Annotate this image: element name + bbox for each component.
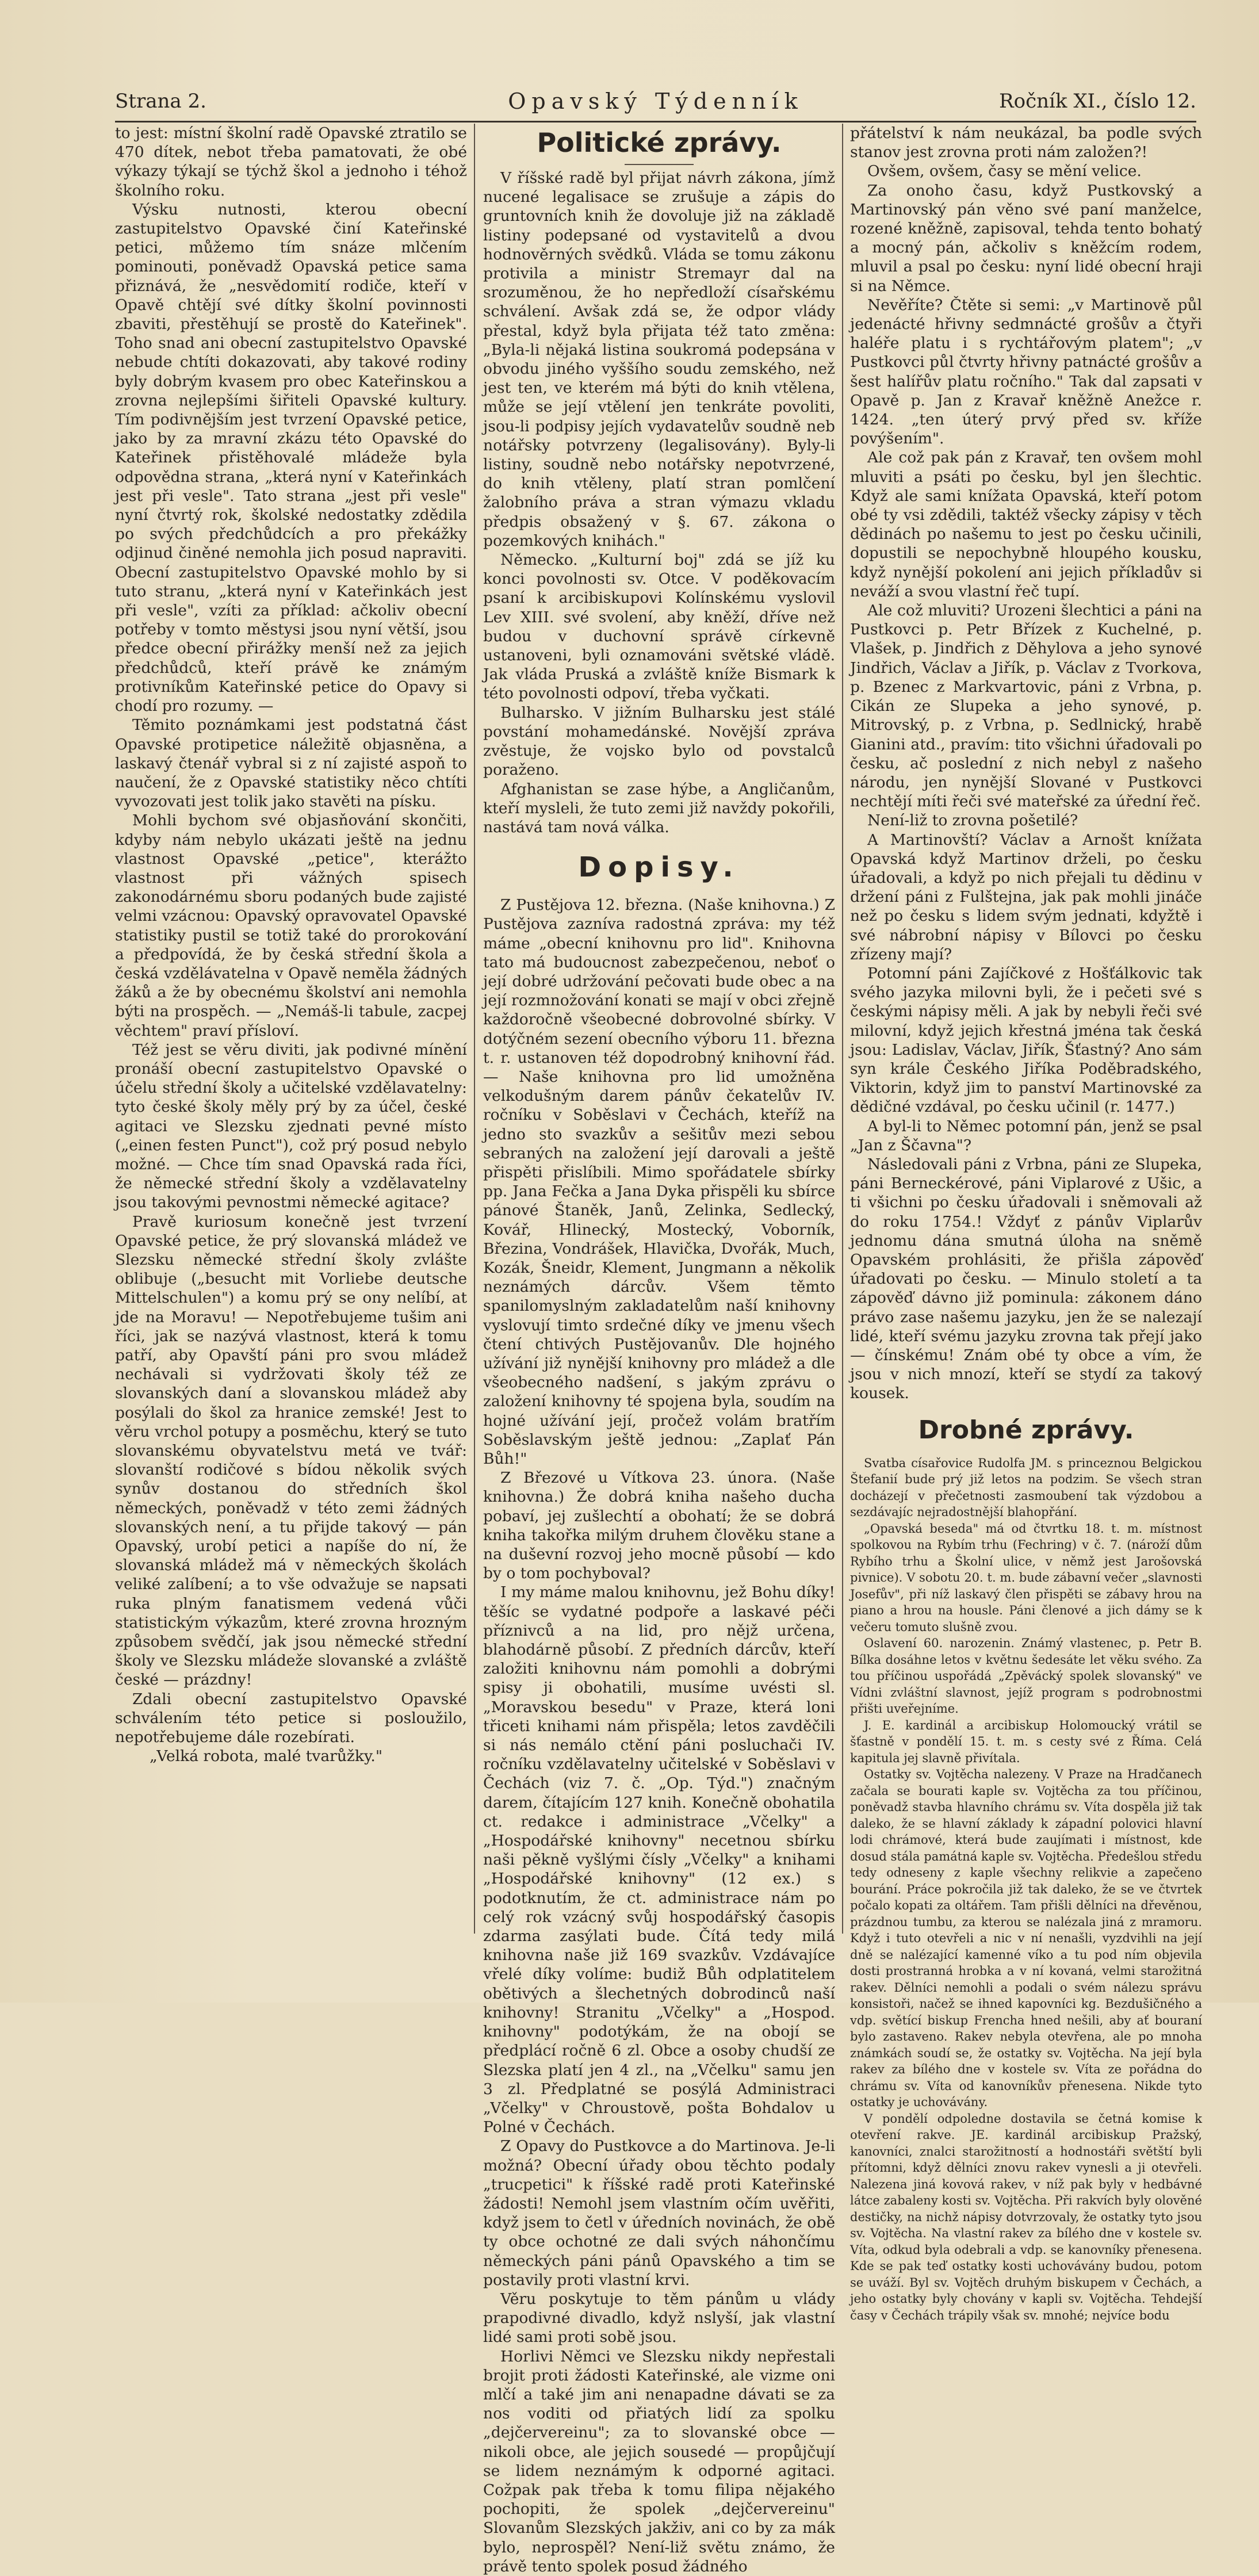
section-heading-politics: Politické zprávy.	[537, 127, 782, 158]
paragraph: Zdali obecní zastupitelstvo Opavské schválením této petice si posloužilo, nepotřebujeme dále rozebírati.	[115, 1690, 467, 1747]
paragraph: Nevěříte? Čtěte si semi: „v Martinově půl jedenácté hřivny sedmnácté grošův a čtyři haléře platu i s rychtářovým platem"; „v Pustkovci půl čtvrty hřivny patnácté grošův a šest halířův platu ročního." Tak dal zapsati v Opavě p. Jan z Kravař kněžně Anežce r. 1424. „ten úterý prvý před sv. kříže povýšením".	[850, 296, 1202, 448]
column-2	[483, 124, 835, 2575]
paragraph: Těmito poznámkami jest podstatná část Opavské protipetice náležitě objasněna, a laskavý čtenář vybral si z ní zajisté aspoň to naučení, že z Opavské statistiky něco chtíti vyvozovati jest tolik jako stavěti na písku.	[115, 716, 467, 811]
paragraph: Ovšem, ovšem, časy se mění velice.	[867, 162, 1142, 181]
paragraph: přátelství k nám neukázal, ba podle svých stanov jest zrovna proti nám založen?!	[850, 124, 1202, 162]
paragraph: Z Březové u Vítkova 23. února. (Naše knihovna.) Že dobrá kniha našeho ducha pobaví, jej zušlechtí a obohatí; že se dobrá kniha takořka milým druhem člověku stane a na duševní rozvoj jeho mocně působí — kdo by o tom pochyboval?	[483, 1469, 835, 1583]
news-item: Ostatky sv. Vojtěcha nalezeny. V Praze na Hradčanech začala se bourati kaple sv. Vojtěcha za tou příčinou, poněvadž stavba hlavního chrámu sv. Víta dospěla již tak daleko, že se hlavní základy k západní polovici hlavní lodi chrámové, která bude zaujímati i místnost, kde dosud stála památná kaple sv. Vojtěcha. Předešlou středu tedy odneseny z kaple všechny relikvie a zapečeno bourání. Práce pokročila již tak daleko, že se ve čtvrtek počalo kopati za oltářem. Tam přišli dělníci na dřevěnou, prázdnou tumbu, za kterou se nalézala jiná z mramoru. Když i tuto otevřeli a nic v ní nenašli, vyzdvihli na její dně se nalézající kamenné víko a tu pod ním objevila dosti prostranná hrobka a v ní kovaná, velmi starožitná rakev. Dělníci nemohli a podali o svém nálezu správu konsistoři, načež se ihned kapovníci kg. Bezdušičného a vdp. světící biskup Frencha hned nešili, aby ať bouraní bylo zastaveno. Rakev nebyla otevřena, ale po mnoha známkách soudí se, že ostatky sv. Vojtěcha. Na její byla rakev za bílého dne v kostele sv. Víta ze pořádna do chrámu sv. Víta od kanovníkův přenesena. Nikde tyto ostatky je uchovávány.	[850, 1767, 1202, 2110]
paragraph: A Martinovští? Václav a Arnošt knížata Opavská když Martinov drželi, po česku úřadovali, a když po nich přejali tu dědinu v držení páni z Fulštejna, jak pak mohli jináče než po česku s lidem svým jednati, kdyžtě i své nábrobní nápisy v Bílovci po česku zřízeny mají?	[850, 830, 1202, 963]
paragraph: Věru poskytuje to těm pánům u vlády prapodivné divadlo, když nslyší, jak vlastní lidé sami proti sobě jsou.	[483, 2290, 835, 2347]
divider	[625, 164, 694, 165]
column-divider	[842, 124, 843, 1934]
column-divider	[474, 124, 475, 1934]
paragraph: I my máme malou knihovnu, jež Bohu díky! těšíc se vydatné podpoře a laskavé péči příznivců a na lid, pro nějž určena, blahodárně působí. Z předních dárcův, kteří založiti knihovnu nám pomohli a dobrými spisy ji obohatili, musíme uvésti sl. „Moravskou besedu" v Praze, která loni třiceti knihami nám přispěla; letos zavděčili si nás nemálo ctění páni posluchači IV. ročníku vzdělavatelny učitelské v Soběslavi v Čechách (viz 7. č. „Op. Týd.") značným darem, čítajícím 127 knih. Konečně obohatila ct. redakce i administrace „Včelky" a „Hospodářské knihovny" necetnou sbírku naši pěkně vyšlými čísly „Včelky" a knihami „Hospodářské knihovny" (12 ex.) s podotknutím, že ct. administrace nám po celý rok vzácný svůj hospodářský časopis zdarma zasýlati bude. Čítá tedy milá knihovna naše již 169 svazkův. Vzdávajíce vřelé díky volíme: budiž Bůh odplatitelem obětivých a šlechetných dobrodinců naší knihovny! Stranitu „Včelky" a „Hospod. knihovny" podotýkám, že na obojí se předplácí ročně 6 zl. Obce a osoby chudší ze Slezska platí jen 4 zl., na „Včelku" samu jen 3 zl. Předplatné se posýlá Administraci „Včelky" v Chroustově, pošta Bohdalov u Polné v Čechách.	[483, 1583, 835, 2137]
paragraph: Z Opavy do Pustkovce a do Martinova. Je-li možná? Obecní úřady obou těchto podaly „trucpetici" k říšské radě proti Kateřinské žádosti! Nemohl jsem vlastním očím uvěřiti, když jsem to četl v úředních novinách, že obě ty obce ochotné ze dali svých náhončímu německých páni pánů Opavského a tim se postavily proti vlastní krvi.	[483, 2137, 835, 2289]
paragraph: Německo. „Kulturní boj" zdá se jíž ku konci povolnosti sv. Otce. V poděkovacím psaní k arcibiskupovi Kolínskému vyslovil Lev XIII. své svolení, aby kněží, dříve než budou v duchovní správě církevně ustanoveni, byli oznamováni světské vládě. Jak vláda Pruská a zvláště kníže Bismark k této povolnosti odpoví, třeba vyčkati.	[483, 551, 835, 703]
paragraph: Za onoho času, když Pustkovský a Martinovský pán věno své paní manželce, rozené kněžně, zapisoval, tehda tento bohatý a mocný pán, ačkoliv s kněžcím rodem, mluvil a psal po česku: nyní lidé obecní hraji si na Němce.	[850, 181, 1202, 295]
paragraph: Bulharsko. V jižním Bulharsku jest stálé povstání mohamedánské. Novější zprávа zvěstuje, že vojsko bylo od povstalců poraženo.	[483, 703, 835, 779]
paragraph: Potomní páni Zajíčkové z Hošťálkovic tak svého jazyka milovni byli, že i pečeti své s českými nápisy měli. A jak by nebyli řeči své milovní, když jejich křestná jména tak česká jsou: Ladislav, Václav, Jiřík, Šťastný? Ano sám syn krále Českého Jiříka Poděbradského, Viktorin, když jim to panství Martinovské za dědičné vzdával, po česku učinil (r. 1477.)	[850, 964, 1202, 1116]
paragraph: Výsku nutnosti, kterou obecní zastupitelstvo Opavské činí Kateřinské petici, můžemo tím snáze mlčením pominouti, poněvadž Opavská petice sama přiznává, že „nesvědomití rodiče, kteří v Opavě chtějí své dítky školní povinnosti zbaviti, přestěhují se prostě do Kateřinek". Toho snad ani obecní zastupitelstvo Opavské nebude chtíti dokazovati, aby takové rodiny byly dobrým kvasem pro obec Kateřinskou a zrovna nejlepšími šiřiteli Opavské kultury. Tím podivnějším jest tvrzení Opavské petice, jako by za mravní zkázu této Opavské do Kateřinek přistěhovalé mládeže byla odpovědna strana, „která nyní v Kateřinkách jest při vesle". Tato strana „jest při vesle" nyní čtvrtý rok, školské nedostatky zdědila po svých předchůdcích a pro překážky odjinud činěné nemohla jich posud napraviti. Obecní zastupitelstvo Opavské mohlo by si tuto stranu, „která nyní v Kateřinkách jest při vesle", vzíti za příklad: ačkoliv obecní potřeby v tomto městysi jsou nyní větší, jsou předce obecní přirážky menší než za jejich předchůdců, kteří právě ke známým protivníkům Kateřinské petice do Opavy si chodí pro rozumy. —	[115, 200, 467, 715]
paragraph: Mohli bychom své objasňování skončiti, kdyby nám nebylo ukázati ještě na jednu vlastnost Opavské „petice", kterážto vlastnost při vážných spisech zakonodárnému sboru podaných bude zajisté velmi vzácnou: Opavský opravovatel Opavské statistiky pustil se totiž také do prorokování a předpovídá, že by česká střední škola a česká vzdělávatelna v Opavě neměla žádných žáků a že by obecnému školství ani nemohla býti na prospěch. — „Nemáš-li tabule, zacpej věchtem" praví přísloví.	[115, 812, 467, 1040]
paragraph: Ale což pak pán z Kravař, ten ovšem mohl mluviti a psáti po česku, byl jen šlechtic. Když ale sami knížata Opavská, kteří potom obé ty vsi zdědili, taktéž všecky zápisy v těch dědinách po našemu to jest po česku učinili, dopustili se nepochybně hloupého kousku, když nynější pokolení ani jejich příkladův si neváží a svou vlastní řeč tupí.	[850, 449, 1202, 600]
paragraph: V říšské radě byl přijat návrh zákona, jímž nucené legalisace se zrušuje a zápis do gruntovních knih že dovoluje již na základě listiny podepsané od vystavitelů a dvou hodnověrných svědků. Vláda se tomu zákonu protivila a ministr Stremayr dal na srozuměnou, že ho nepředloží císařskému schválení. Avšak zdá se, že odpor vlády přestal, když byla přijata též tato změna: „Byla-li nějaká listina soukromá podepsána v obvodu jiného vyššího soudu zemského, než jest ten, ve kterém má býti do knih vtělena, může se její vtělení jen tenkráte povoliti, jsou-li podpisy jejích vydavatelův soudně neb notářsky potvrzeny (legalisovány). Byly-li listiny, soudně nebo notářsky nepotvrzené, do knih vtěleny, platí stran pomlčení žalobního práva a stran výmazu vkladu předpis obsažený v §. 67. zákona o pozemkových knihách."	[483, 169, 835, 550]
news-item: J. E. kardinál a arcibiskup Holomoucký vrátil se šťastně v pondělí 15. t. m. s cesty své z Říma. Celá kapitula jej slavně přivítala.	[850, 1718, 1202, 1765]
news-items	[850, 1455, 1202, 2324]
paragraph: Též jest se věru diviti, jak podivné mínění pronáší obecní zastupitelstvo Opavské o účelu střední školy a učitelské vzdělavatelny: tyto české školy měly prý by za účel, české agitaci ve Slezsku zjednati pevné místo („einen festen Punct"), což prý posud nebylo možné. — Chce tím snad Opavská rada říci, že německé střední školy a vzdělavatelny jsou takovými pevnostmi německé agitace?	[115, 1040, 467, 1212]
news-item: V pondělí odpoledne dostavila se četná komise k otevření rakve. JE. kardinál arcibiskup Pražský, kanovníci, znalci starožitností a hodnostáři světští byli přítomni, když dělníci znovu rakev vynesli a ji otevřeli. Nalezena jiná kovová rakev, v níž pak byly v hedbávné látce zabaleny kosti sv. Vojtěcha. Při rakvích byly olověné destičky, na nichž nápisy dotvrzovaly, že ostatky tyto jsou sv. Vojtěcha. Na vlastní rakev za bílého dne v kostele sv. Víta, odkud byla odebrali a vdp. se kanovníky přenesena. Kde se pak teď ostatky kosti uchovávány budou, potom se uváží. Byl sv. Vojtěch druhým biskupem v Čechách, a jeho ostatky byly chovány v kapli sv. Vojtěcha. Tehdejší časy v Čechách trápily však sv. mnohé; nejvíce bodu	[850, 2111, 1202, 2322]
paragraph: „Velká robota, malé tvarůžky."	[150, 1747, 383, 1766]
paragraph: Horlivi Němci ve Slezsku nikdy nepřestali brojit proti žádosti Kateřinské, ale vizme oni mlčí a také jim ani nenapadne dávati se za nos voditi od přiatých lidí za spolku „dejčervereinu"; za to slovanské obce — nikoli obce, ale jejich sousedé — propůjčují se lidem neznámým k odporné agitaci. Cožpak pak třeba k tomu filipa nějakého pochopiti, že spolek „dejčervereinu" Slovanům Slezských jakživ, ani co by za mák bylo, neprospěl? Není-liž světu známo, že právě tento spolek posud žádného	[483, 2347, 835, 2575]
column-3	[850, 124, 1202, 2322]
issue-number: Ročník XI., číslo 12.	[999, 90, 1196, 113]
page-header	[115, 86, 1196, 123]
paragraph: Není-liž to zrovna pošetilé?	[867, 812, 1078, 830]
paragraph: Afghanistan se zase hýbe, a Angličanům, kteří mysleli, že tuto zemi již navždy pokořili, nastává tam nová válka.	[483, 780, 835, 836]
paragraph: Ale což mluviti? Urozeni šlechtici a páni na Pustkovci p. Petr Břízek z Kuchelné, p. Vlašek, p. Jindřich z Děhylova a jeho synové Jindřich, Václav a Jiřík, p. Václav z Tvorkova, p. Bzenec z Markvartovic, páni z Vrbna, p. Cikán ze Slupeka a jeho synové, p. Mitrovský, p. z Vrbna, p. Sedlnický, hrabě Gianini atd., pravím: tito všichni úřadovali po česku, ač poslední z nich nebyl z našeho národu, jen nynější Slované v Pustkovci nechtějí míti řeči své mateřské za úřední řeč.	[850, 602, 1202, 811]
news-item: Svatba císařovice Rudolfa JM. s princeznou Belgickou Štefanií bude prý již letos na podzim. Se všech stran docházejí v přečetnosti zasmoubení tak výzdobou a sezdávajíc nejradostnější blahopřání.	[850, 1456, 1202, 1519]
paragraph: A byl-li to Němec potomní pán, jenž se psal „Jan z Ščavna"?	[850, 1117, 1202, 1154]
news-item: Oslavení 60. narozenin. Známý vlastenec, p. Petr B. Bílka dosáhne letos v květnu šedesáte let věku svého. Za tou příčinou uspořádá „Zpěvácký spolek slovanský" ve Vídni zvláštní slavnost, jejíž program s podrobnostmi přišti uveřejníme.	[850, 1636, 1202, 1716]
page-number: Strana 2.	[115, 90, 206, 113]
column-1	[115, 124, 467, 1939]
paragraph: Následovali páni z Vrbna, páni ze Slupeka, páni Berneckérové, páni Viplarové z Ušic, a ti všichni po česku úřadovali i sněmovali až do roku 1754.! Vždyť z pánův Viplarův jednomu dána smutná úloha na sněmě Opavském prohlásiti, že přišla zápověď úřadovati po česku. — Minulo století a ta zápověď dávno již pominula: zákonem dáno právo zase našemu jazyku, jen že se nalezají lidé, kteří svému jazyku zrovna tak přejí jako — čínskému! Znám obé ty obce a vím, že jsou v nich mnozí, kteří se stydí za takový kousek.	[850, 1155, 1202, 1403]
newspaper-title: Opavský Týdenník	[508, 89, 803, 114]
section-heading-letters: Dopisy.	[578, 851, 740, 884]
section-heading-news: Drobné zprávy.	[918, 1415, 1134, 1445]
paragraph: Z Pustějova 12. března. (Naše knihovna.) Z Pustějova zazníva radostná zpráva: my též máme „obecní knihovnu pro lid". Knihovna tato má budoucnost zabezpečenou, neboť o její dobré udržování pečovati bude obec a na její rozmnožování konati se mají v obci zřejně každoročně všeobecné dobrovolné sbírky. V dotýčném sezení obecního výboru 11. března t. r. ustanoven též dopodrobný knihovní řád. — Naše knihovna pro lid umožněna velkodušným darem pánův čekatelův IV. ročníku v Soběslavi v Čechách, kteříž na jedno sto svazkův a sešitův mezi sebou sebraných na založení její darovali a ještě přispěti přislíbili. Mimo spořádatele sbírky pp. Jana Fečka a Jana Dyka přispěli ku sbírce pánové Štaněk, Janů, Zelinka, Sedlecký, Kovář, Hlinecký, Mostecký, Voborník, Březina, Vondrášek, Hlavička, Dvořák, Much, Kozák, Šneidr, Klement, Jungmann a několik neznámých dárcův. Všem těmto spanilomyslným zakladatelům naší knihovny vyslovují timto srdečné díky ve jmenu všech čtení chtivých Pustějovanův. Dle hojného užívání již nynější knihovny pro mládež a dle všeobecného nadšení, s jakým zprávu o založení knihovny té spojena byla, soudím na hojné užívání její, pročež volám bratřím Soběslavským ještě jednou: „Zaplať Pán Bůh!"	[483, 896, 835, 1468]
paragraph: Pravě kuriosum konečně jest tvrzení Opavské petice, že prý slovanská mládež ve Slezsku německé střední školy zvlášte oblibuje („besucht mit Vorliebe deutsche Mittelschulen") a komu prý se ony nelíbí, at jde na Moravu! — Nepotřebujeme tušim ani říci, jak se nazývá vlastnost, která k tomu patří, aby Opavští páni pro svou mládež nechávali si vydržovati školy též ze slovanských daní a slovanskou mládež aby posýlali do škol za hranice zemské! Jest to věru vrchol potupy a posměchu, který se tuto slovanskému obyvatelstvu metá ve tvář: slovanští rodičové s bídou několik svých synův dostanou do středních škol německých, poněvadž v této zemi žádných slovanských není, a tu přijde takový — pán Opavský, urobí petici a napíše do ní, že slovanská mládež má v německých školách veliké zalíbení; a to vše odvažuje se napsati ruka plným fanatismem vedená vůči statistickým výkazům, které zrovna hrozným způsobem svědčí, jak jsou německé střední školy ve Slezsku mládeže slovanské a zvláště české — prázdny!	[115, 1212, 467, 1689]
news-item: „Opavská beseda" má od čtvrtku 18. t. m. místnost spolkovou na Rybím trhu (Fechring) v č. 7. (nároží dům Rybího trhu a Školní ulice, v němž jest Jarošovská pivnice). V sobotu 20. t. m. bude zábavní večer „slavnosti Josefův", při níž laskavý člen přispěti se zábavy hrou na piano a hrou na housle. Páni členové a jich dámy se k večeru tomuto slušně zvou.	[850, 1521, 1202, 1634]
paragraph: to jest: místní školní radě Opavské ztratilo se 470 dítek, nebot třeba pamatovati, že obé výkazy týkají se týchž škol a jednoho i téhož školního roku.	[115, 124, 467, 200]
